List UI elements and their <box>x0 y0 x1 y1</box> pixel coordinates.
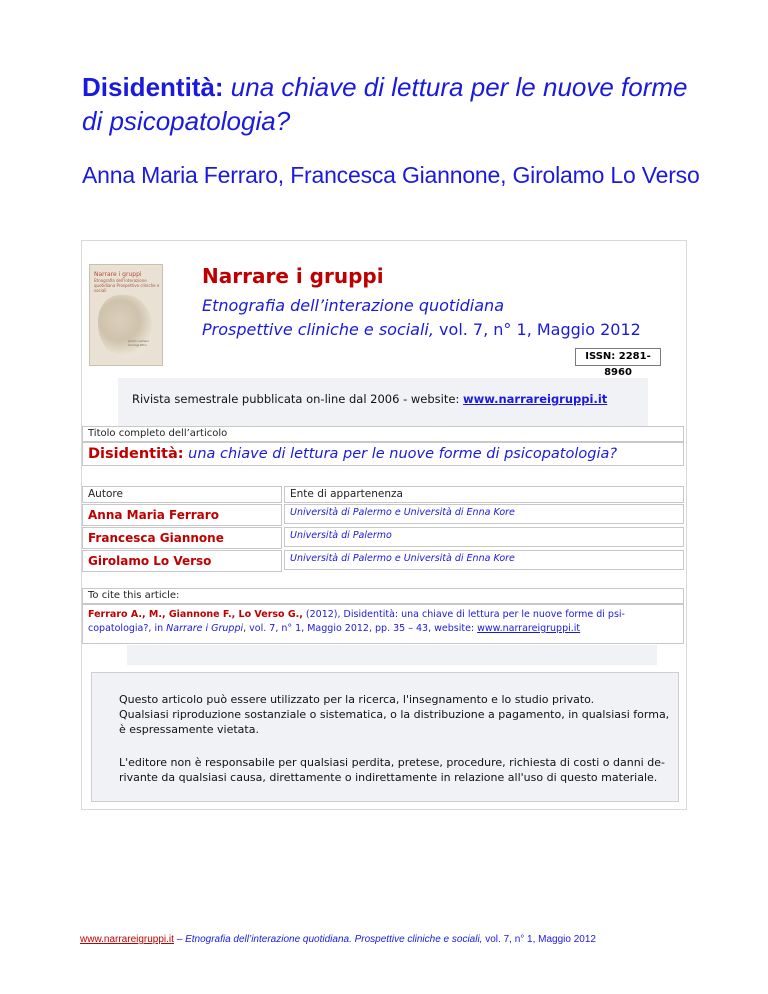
footer-separator: – <box>173 934 186 945</box>
title-label: Titolo completo dell’articolo <box>82 426 684 442</box>
usage-notice-para-2 <box>119 755 679 785</box>
citation-website-link[interactable]: www.narrareigruppi.it <box>477 623 581 634</box>
citation-authors: Ferraro A., M., Giannone F., Lo Verso G., <box>88 609 303 620</box>
article-title-bold: Disidentità: <box>88 446 184 462</box>
notice-line-4: L'editore non è responsabile per qualsiasi perdita, pretese, procedure, richiesta di costi o danni de- <box>119 756 665 769</box>
notice-line-5: rivante da qualsiasi causa, direttamente o indirettamente in relazione all'uso di questo materiale. <box>119 771 658 784</box>
affiliation-column-header: Ente di appartenenza <box>284 486 684 503</box>
title-italic-line2: di psicopatologia? <box>82 106 291 136</box>
authors-line: Anna Maria Ferraro, Francesca Giannone, Girolamo Lo Verso <box>82 162 700 188</box>
journal-cover-image <box>89 264 163 366</box>
footer-volume: vol. 7, n° 1, Maggio 2012 <box>482 934 596 945</box>
document-title <box>82 70 702 138</box>
footer-journal-subtitle: Etnografia dell’interazione quotidiana. Prospettive cliniche e sociali, <box>185 934 483 945</box>
journal-name: Narrare i gruppi <box>202 264 384 288</box>
notice-line-1: Questo articolo può essere utilizzato per la ricerca, l'insegnamento e lo studio privato. <box>119 693 595 706</box>
rivista-website-link[interactable]: www.narrareigruppi.it <box>462 392 608 406</box>
citation-text-2b: , vol. 7, n° 1, Maggio 2012, pp. 35 – 43, website: <box>243 623 478 634</box>
notice-line-2: Qualsiasi riproduzione sostanziale o sistematica, o la distribuzione a pagamento, in qualsiasi forma, <box>119 708 670 721</box>
citation-text-2a: copatologia?, in <box>88 623 167 634</box>
cite-label: To cite this article: <box>82 588 684 604</box>
journal-volume: vol. 7, n° 1, Maggio 2012 <box>433 320 641 339</box>
rivista-text: Rivista semestrale pubblicata on-line dal 2006 - website: <box>132 392 463 406</box>
citation-journal: Narrare i Gruppi <box>166 623 244 634</box>
title-bold: Disidentità: <box>82 72 224 102</box>
cover-subtitle: Etnografia dell'interazione quotidiana Prospettive cliniche e sociali <box>94 278 160 293</box>
cover-title: Narrare i gruppi <box>94 271 142 278</box>
page-footer <box>80 934 596 945</box>
rivista-line <box>132 392 607 406</box>
citation-box <box>82 604 684 644</box>
cover-issue-note: primo numero monografico <box>128 339 150 347</box>
author-name-2: Francesca Giannone <box>82 527 282 549</box>
author-column-header: Autore <box>82 486 282 503</box>
cover-artwork <box>98 295 152 359</box>
citation-text-1: (2012), Disidentità: una chiave di lettura per le nuove forme di psi- <box>302 609 625 620</box>
journal-subtitle: Etnografia dell’interazione quotidiana <box>202 296 504 315</box>
issn-badge: ISSN: 2281-8960 <box>575 348 661 366</box>
author-name-1: Anna Maria Ferraro <box>82 504 282 526</box>
usage-notice-para-1 <box>119 692 679 737</box>
notice-line-3: è espressamente vietata. <box>119 723 259 736</box>
article-title-italic: una chiave di lettura per le nuove forme di psicopatologia? <box>183 446 618 462</box>
author-name-3: Girolamo Lo Verso <box>82 550 282 572</box>
article-title <box>82 442 684 466</box>
journal-subtitle2-italic: Prospettive cliniche e sociali, <box>202 320 434 339</box>
journal-issue-info <box>202 320 641 339</box>
author-affiliation-2: Università di Palermo <box>284 527 684 547</box>
cite-bottom-panel <box>127 645 657 665</box>
author-affiliation-1: Università di Palermo e Università di Enna Kore <box>284 504 684 524</box>
footer-website-link[interactable]: www.narrareigruppi.it <box>80 934 174 945</box>
author-affiliation-3: Università di Palermo e Università di Enna Kore <box>284 550 684 570</box>
title-italic-line1: una chiave di lettura per le nuove forme <box>223 72 688 102</box>
